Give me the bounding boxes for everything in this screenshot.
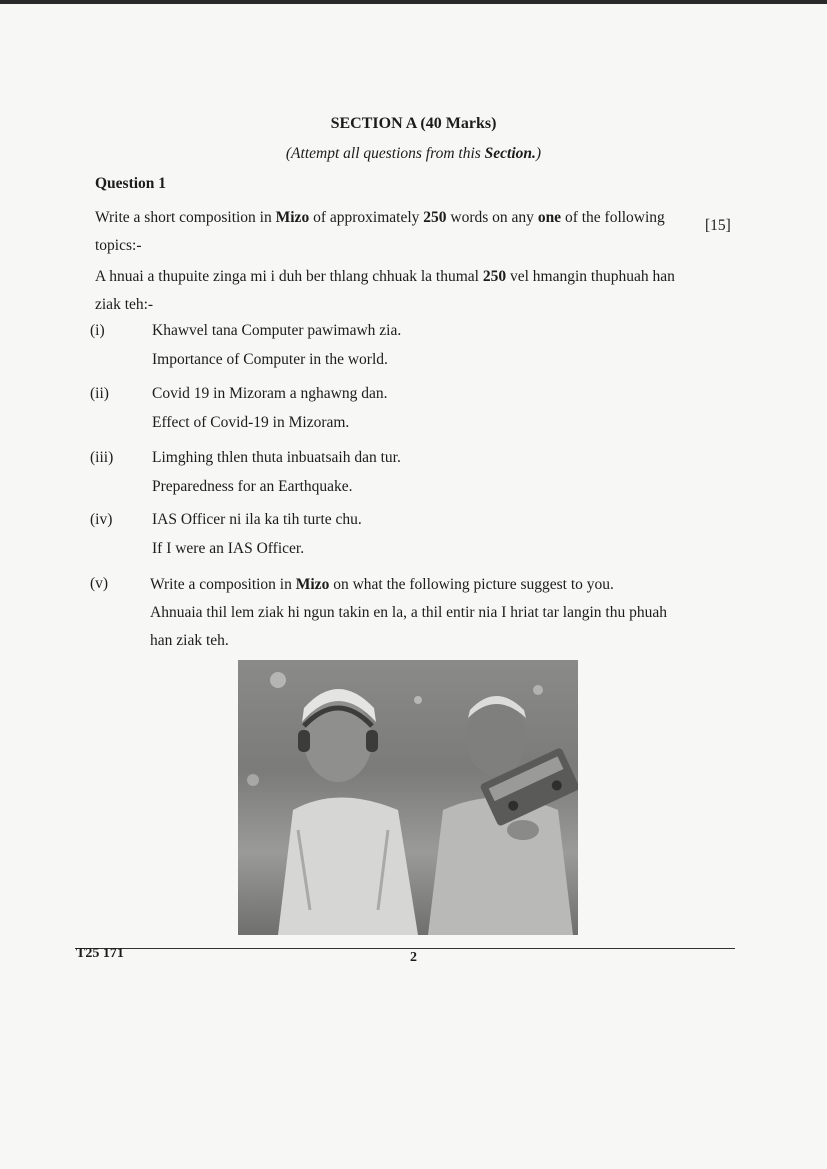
page-number: 2	[410, 950, 417, 965]
section-title: SECTION A (40 Marks)	[330, 115, 497, 132]
option-english-text: Importance of Computer in the world.	[152, 351, 388, 368]
paper-code: T25 171	[76, 946, 124, 961]
option-mizo-text: Khawvel tana Computer pawimawh zia.	[152, 322, 402, 339]
option-number: (iii)	[90, 449, 114, 466]
question-heading: Question 1	[95, 175, 167, 192]
option-number: (ii)	[90, 385, 109, 402]
option-mizo-text: IAS Officer ni ila ka tih turte chu.	[152, 511, 362, 528]
page-top-border	[0, 0, 827, 4]
option-english-text: Effect of Covid-19 in Mizoram.	[152, 414, 350, 431]
elderly-couple-with-radio-photo	[238, 660, 578, 935]
question-marks: [15]	[705, 217, 731, 234]
question-prompt-mizo: A hnuai a thupuite zinga mi i duh ber thlang chhuak la thumal 250 vel hmangin thuphuah han ziak teh:-	[95, 268, 675, 313]
section-instruction: (Attempt all questions from this Section.)	[285, 145, 542, 162]
option-number: (v)	[90, 575, 109, 592]
option-v-text: Write a composition in Mizo on what the following picture suggest to you. Ahnuaia thil lem ziak hi ngun takin en la, a thil entir nia I hriat tar langin thu phuah han ziak teh.	[150, 576, 667, 649]
option-number: (iv)	[90, 511, 113, 528]
footer-rule	[75, 948, 735, 949]
question-prompt-english: Write a short composition in Mizo of approximately 250 words on any one of the following topics:-	[95, 209, 665, 254]
photo-illustration	[238, 660, 578, 935]
option-english-text: If I were an IAS Officer.	[152, 540, 305, 557]
option-english-text: Preparedness for an Earthquake.	[152, 478, 353, 495]
option-number: (i)	[90, 322, 105, 339]
option-mizo-text: Limghing thlen thuta inbuatsaih dan tur.	[152, 449, 401, 466]
option-mizo-text: Covid 19 in Mizoram a nghawng dan.	[152, 385, 388, 402]
